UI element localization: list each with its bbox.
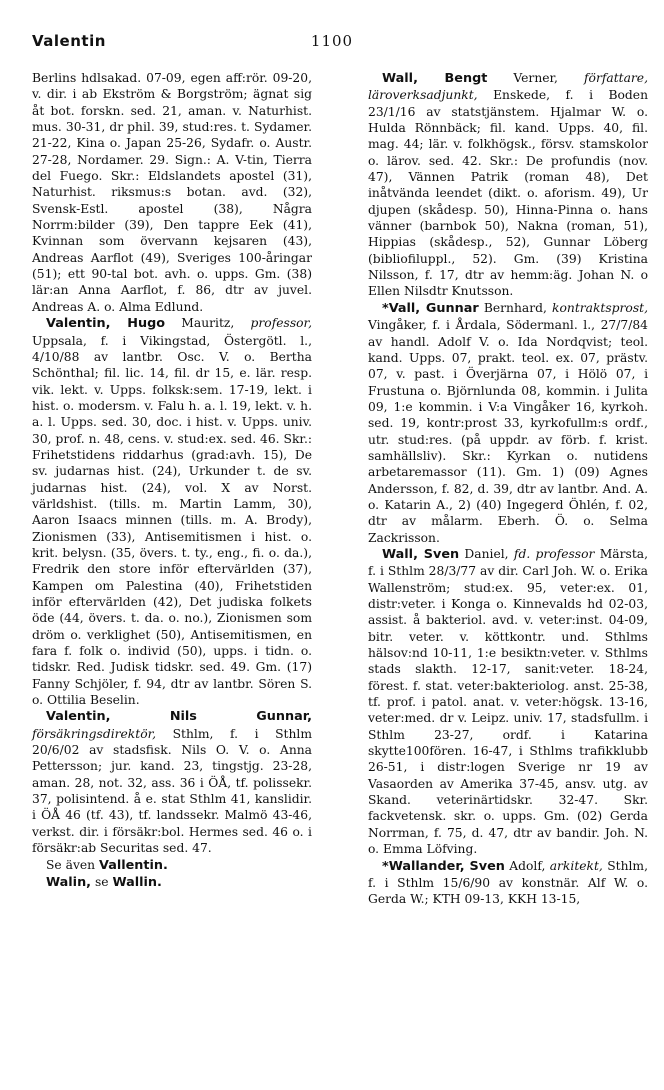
entry-title: författare, läroverksadjunkt, [368,71,648,103]
entry-text: Uppsala, f. i Vikingstad, Östergötl. l., 4/10/88 av lantbr. Osc. V. o. Bertha Schönthal; fil. lic. 14, fil. dr 15, e. lär. resp. vik. lekt. v. Upps. folksk:sem. 17-19, lekt. i hist. o. modersm. v. Falu h. a. l. 19, lekt. v. h. a. l. Upps. sed. 30, doc. i hist. v. Upps. univ. 30, prof. n. 48, cens. v. stud:ex. sed. 46. Skr.: Frihetstidens riddarhus (grad:avh. 15), De sv. judarnas hist. (24), Urkunder t. de sv. judarnas hist. (24), vol. X av Norst. världshist. (tills. m. Martin Lamm, 30), Aaron Isaacs minnen (tills. m. A. Brody), Zionismen (33), Antisemitismen i hist. o. krit. belysn. (35, övers. t. ty., eng., fi. o. da.), Fredrik den store inför eftervärlden (37), Kampen om Palestina (40), Frihetstiden inför eftervärlden (42), Det judiska folkets öde (44, övers. t. da. o. no.), Zionismen som dröm o. verklighet (50), Antisemitismen, en fara f. folk o. individ (50), upps. i tidn. o. tidskr. Red. Judisk tidskr. sed. 49. Gm. (17) Fanny Schjöler, f. 94, dtr av lantbr. Sören S. o. Ottilia Beselin. [32,333,312,708]
see-reference [32,874,312,891]
entry-text: Sthlm, f. i Sthlm 15/6/90 av konstnär. Alf W. o. Gerda W.; KTH 09-13, KKH 13-15, [368,858,648,907]
entry-title: försäkringsdirektör, [32,726,157,741]
running-header [32,32,632,56]
entry-text: Enskede, f. i Boden 23/1/16 av statstjänstem. Hjalmar W. o. Hulda Rönnbäck; fil. kand. Upps. 40, fil. mag. 44; lär. v. folkhögsk., försv. stamskolor o. lärov. sed. 42. Skr.: De profundis (nov. 47), Vännen Patrik (roman 48), Det inåtvända leendet (dikt. o. aforism. 49), Ur djupen (skådesp. 50), Hinna-Pinna o. hans vänner (barnbok 50), Nakna (roman, 51), Hippias (skådesp., 52), Gunnar Löberg (bibliofiluppl., 52). Gm. (39) Kristina Nilsson, f. 17, dtr av hemm:äg. Johan N. o Ellen Nilsdtr Knutsson. [368,88,648,299]
entry-text: Berlins hdlsakad. 07-09, egen aff:rör. 09-20, v. dir. i ab Ekström & Borgström; ägnat sig åt bot. forskn. sed. 21, aman. v. Naturhist. mus. 30-31, dr phil. 39, stud:res. t. Sydamer. 21-22, Kina o. Japan 25-26, Sydafr. o. Austr. 27-28, Nordamer. 29. Sign.: A. V-tin, Tierra del Fuego. Skr.: Eldslandets apostel (31), Naturhist. riksmus:s botan. avd. (32), Svensk-Estl. apostel (38), Några Norrm:bilder (39), Den tappre Eek (41), Kvinnan som övervann kejsaren (43), Andreas Aarflot (49), Sveriges 100-åringar (51); ett 90-tal bot. avh. o. upps. Gm. (38) lär:an Anna Aarflot, f. 86, dtr av juvel. Andreas A. o. Alma Edlund. [32,71,312,314]
entry-vall-gunnar [368,300,648,546]
entry-name: Wall, Bengt [382,71,488,86]
entry-rest-name: Bernhard, [478,300,553,315]
entry-name: Wall, Sven [382,546,460,562]
entry-wallander-sven [368,858,648,908]
entry-text: Vingåker, f. i Årdala, Södermanl. l., 27/7/84 av handl. Adolf V. o. Ida Nordqvist; teol. kand. Upps. 07, prakt. teol. ex. 07, prästv. 07, v. past. i Överjärna 07, i Hölö 07, i Frustuna o. Björnlunda 08, kommin. i Julita 09, 1:e kommin. i V:a Vingåker 16, kyrkoh. sed. 19, kontr:prost 33, kyrkofullm:s ordf., utr. stud:res. (på uppdr. av förb. f. krist. samhällsliv). Skr.: Kyrkan o. nutidens arbetaremassor (11). Gm. 1) (09) Agnes Andersson, f. 82, d. 39, dtr av lantbr. And. A. o. Katarin A., 2) (40) Ingegerd Öhlén, f. 02, dtr av målarm. Eberh. Ö. o. Selma Zackrisson. [368,318,648,545]
entry-text: Märsta, f. i Sthlm 28/3/77 av dir. Carl Joh. W. o. Erika Wallenström; stud:ex. 95, veter:ex. 01, distr:veter. i Konga o. Kinnevalds hd 02-03, assist. å bakteriol. avd. v. veter:inst. 04-09, bitr. veter. v. köttkontr. und. Sthlms hälsov:nd 10-11, 1:e besiktn:veter. v. Sthlms stads slakth. 12-17, sanit:veter. 18-24, förest. f. stat. veter:bakteriolog. anst. 25-38, tf. prof. i patol. anat. v. veter:högsk. 13-16, veter:med. dr v. Leipz. univ. 17, stadsfullm. i Sthlm 23-27, ordf. i Katarina skytte100fören. 16-47, i Sthlms trafikklubb 26-51, i distr:logen Sverige nr 19 av Vasaorden av Amerika 37-45, ansv. utg. av Skand. veterinärtidskr. 32-47. Skr. fackvetensk. skr. o. upps. Gm. (02) Gerda Norrman, f. 75, d. 47, dtr av bandir. Joh. N. o. Emma Löfving. [368,546,648,857]
see-source: Walin, [46,874,92,890]
entry-name: Valentin, Nils Gunnar, [46,709,312,725]
right-column [368,70,648,908]
see-target: Wallin. [112,874,162,890]
entry-wall-sven [368,546,648,858]
see-middle: se [91,874,113,889]
entry-rest-name: Adolf, [504,858,550,873]
entry-title: kontraktsprost, [552,300,648,315]
entry-rest-name: Verner, [487,71,584,85]
entry-name: Valentin, Hugo [46,316,166,332]
entry-wall-bengt [368,70,648,300]
entry-title: professor, [250,316,312,331]
entry-name: *Vall, Gunnar [382,300,479,316]
entry-valentin-hugo [32,315,312,708]
page-number: 1100 [310,32,354,50]
entry-text: Sthlm, f. i Sthlm 20/6/02 av stadsfisk. Nils O. V. o. Anna Pettersson; jur. kand. 23, tingstjg. 23-28, aman. 28, not. 32, ass. 36 i ÖÅ, tf. polissekr. 37, polisintend. å e. stat Sthlm 41, kanslidir. i ÖÅ 46 (tf. 43), tf. landssekr. Malmö 43-46, verkst. dir. i försäkr:bol. Hermes sed. 46 o. i försäkr:ab Securitas sed. 47. [32,726,312,856]
entry-rest-name: Mauritz, [165,316,251,331]
see-target: Vallentin. [99,857,168,873]
left-column [32,70,312,891]
entry-valentin-nils [32,708,312,856]
entry-title: arkitekt, [549,858,603,873]
entry-continuation [32,70,312,315]
entry-name: *Wallander, Sven [382,858,505,874]
see-also-reference [32,857,312,874]
see-prefix: Se även [46,857,99,872]
running-head: Valentin [32,32,106,50]
entry-rest-name: Daniel, [459,546,514,561]
entry-title: fd. professor [513,546,595,561]
